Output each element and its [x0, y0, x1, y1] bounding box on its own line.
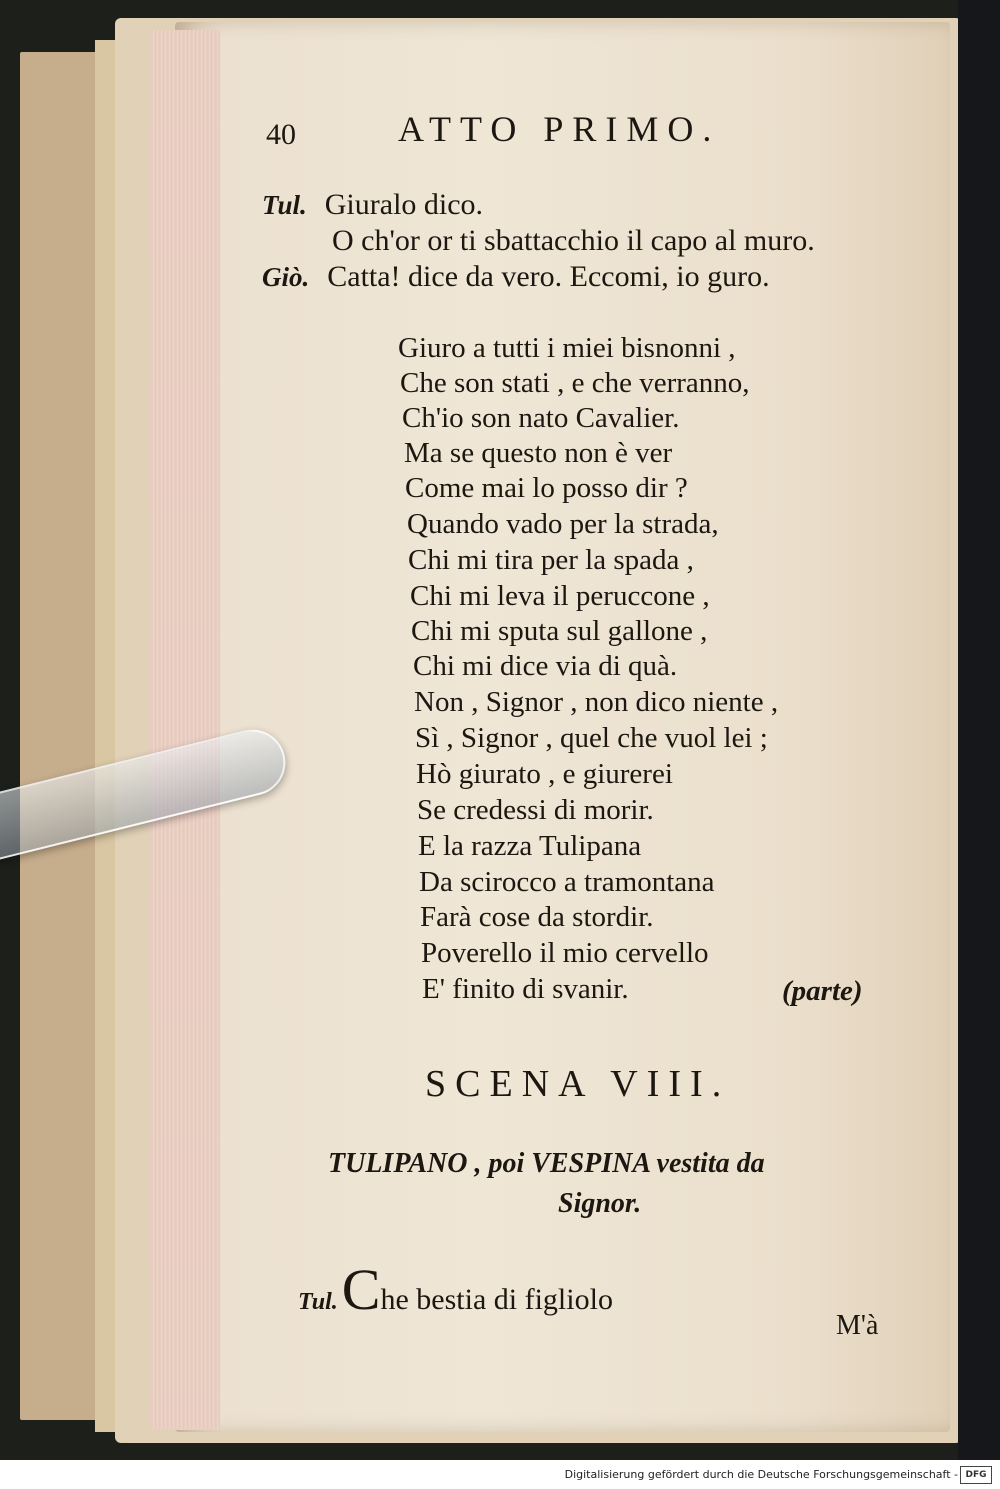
dialogue-text: O ch'or or ti sbattacchio il capo al muro.: [332, 224, 815, 257]
verse-line: Giuro a tutti i miei bisnonni ,: [398, 332, 736, 364]
page-number: 40: [266, 118, 296, 151]
verse-line: E la razza Tulipana: [418, 830, 642, 862]
verse-line: Hò giurato , e giurerei: [416, 758, 673, 790]
stage-direction: TULIPANO , poi VESPINA vestita da: [328, 1148, 765, 1179]
speaker-label: Giò.: [262, 262, 310, 292]
verse-line: Come mai lo posso dir ?: [405, 472, 688, 504]
speaker-label: Tul.: [262, 190, 307, 220]
verse-line: Che son stati , e che verranno,: [400, 367, 750, 399]
footer-bar: [0, 1460, 1000, 1489]
verse-line: E' finito di svanir.: [422, 973, 629, 1005]
verse-line: Da scirocco a tramontana: [419, 866, 715, 898]
dialogue-text: Giuralo dico.: [324, 188, 484, 221]
verse-line: Sì , Signor , quel che vuol lei ;: [415, 722, 768, 754]
speaker-label: Tul.: [298, 1289, 338, 1315]
dark-margin: [958, 0, 1000, 1460]
dialogue-line: [332, 224, 815, 258]
verse-line: Ma se questo non è ver: [404, 437, 673, 469]
scene-title: SCENA VIII.: [425, 1063, 731, 1105]
running-head: ATTO PRIMO.: [398, 109, 721, 149]
verse-line: Ch'io son nato Cavalier.: [402, 402, 680, 434]
dialogue-line: [262, 188, 483, 222]
dialogue-text: Catta! dice da vero. Eccomi, io guro.: [327, 260, 770, 293]
funding-credit: Digitalisierung gefördert durch die Deutsche Forschungsgemeinschaft -: [564, 1468, 958, 1481]
drop-cap: C: [341, 1257, 381, 1322]
stage-exit: (parte): [782, 975, 863, 1007]
stage-direction: Signor.: [558, 1188, 642, 1219]
dialogue-line: [262, 260, 770, 294]
verse-line: Chi mi dice via di quà.: [413, 650, 678, 682]
verse-line: Quando vado per la strada,: [407, 508, 719, 540]
verse-line: Farà cose da stordir.: [420, 901, 654, 933]
verse-line: Chi mi sputa sul gallone ,: [411, 615, 708, 647]
verse-line: Chi mi leva il peruccone ,: [410, 580, 710, 612]
dialogue-text: he bestia di figliolo: [380, 1283, 613, 1316]
catchword: M'à: [836, 1310, 879, 1341]
verse-line: Poverello il mio cervello: [421, 937, 709, 969]
page-stack-edge: [150, 30, 220, 1430]
verse-line: Non , Signor , non dico niente ,: [414, 686, 779, 718]
dfg-logo: DFG: [960, 1466, 992, 1484]
dialogue-line: [298, 1256, 613, 1323]
verse-line: Se credessi di morir.: [417, 794, 654, 826]
verse-line: Chi mi tira per la spada ,: [408, 544, 694, 576]
